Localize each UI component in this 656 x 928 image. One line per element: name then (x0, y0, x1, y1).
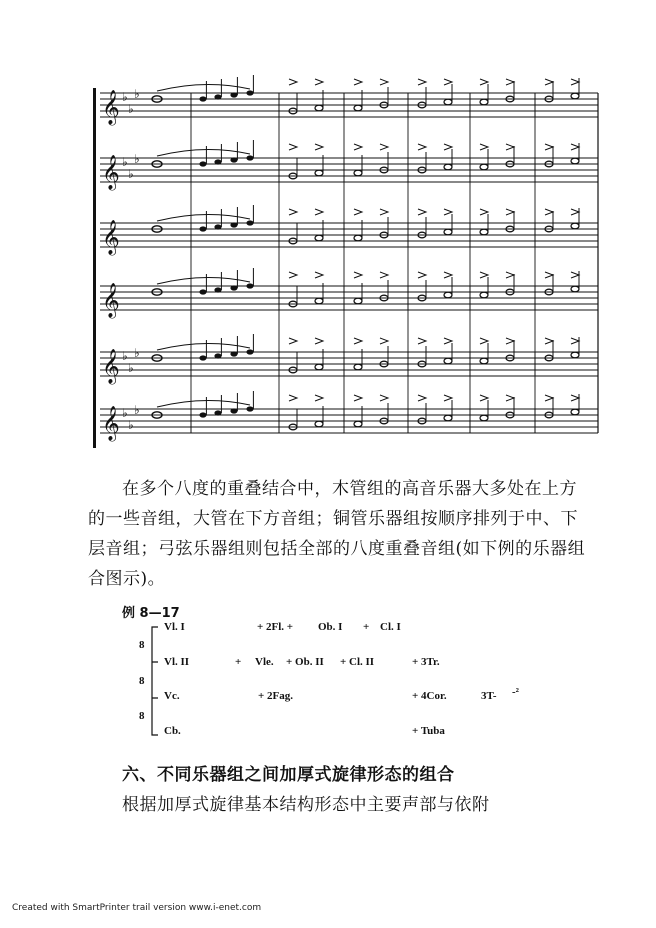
treble-clef-icon: 𝄞 (102, 406, 120, 441)
treble-clef-icon: 𝄞 (102, 155, 120, 190)
plus-sign: + (363, 621, 370, 633)
octave-mark-2: 8 (139, 675, 145, 687)
instr-ob1: Ob. I (318, 621, 343, 633)
flat-icon: ♭ (128, 167, 134, 181)
instr-3tr: + 3Tr. (412, 656, 440, 668)
octave-mark-1: 8 (139, 639, 145, 651)
flat-icon: ♭ (128, 102, 134, 116)
treble-clef-icon: 𝄞 (102, 283, 120, 318)
instr-2fag: + 2Fag. (258, 690, 293, 702)
flat-icon: ♭ (122, 90, 128, 104)
instr-cb: Cb. (164, 725, 181, 737)
instr-3t: 3T- (481, 690, 497, 702)
instr-fragment: -² (512, 686, 519, 698)
flat-icon: ♭ (122, 155, 128, 169)
flat-icon: ♭ (122, 349, 128, 363)
instr-vc: Vc. (164, 690, 180, 702)
section-heading: 六、不同乐器组之间加厚式旋律形态的组合 (122, 765, 455, 785)
flat-icon: ♭ (134, 87, 140, 101)
instr-vl1: Vl. I (164, 621, 185, 633)
octave-mark-3: 8 (139, 710, 145, 722)
flat-icon: ♭ (128, 361, 134, 375)
flat-icon: ♭ (134, 152, 140, 166)
treble-clef-icon: 𝄞 (102, 90, 120, 125)
instr-vle: Vle. (255, 656, 274, 668)
flat-icon: ♭ (134, 346, 140, 360)
plus-sign: + (235, 656, 242, 668)
flat-icon: ♭ (128, 418, 134, 432)
instr-4cor: + 4Cor. (412, 690, 447, 702)
body-paragraph: 在多个八度的重叠结合中，木管组的高音乐器大多处在上方的一些音组，大管在下方音组；铜管乐器组按顺序排列于中、下层音组；弓弦乐器组则包括全部的八度重叠音组(如下例的乐器组合图示)。 (88, 479, 586, 589)
flat-icon: ♭ (122, 406, 128, 420)
instr-2fl: + 2Fl. + (257, 621, 294, 633)
instr-tuba: + Tuba (412, 725, 445, 737)
example-label: 例 8—17 (122, 606, 180, 621)
body-paragraph-2: 根据加厚式旋律基本结构形态中主要声部与依附 (122, 795, 490, 815)
instr-cl2: + Cl. II (340, 656, 375, 668)
flat-icon: ♭ (134, 403, 140, 417)
instr-ob2: + Ob. II (286, 656, 324, 668)
instr-vl2: Vl. II (164, 656, 190, 668)
watermark-footer: Created with SmartPrinter trail version www.i-enet.com (12, 903, 262, 913)
instr-cl1: Cl. I (380, 621, 401, 633)
treble-clef-icon: 𝄞 (102, 220, 120, 255)
treble-clef-icon: 𝄞 (102, 349, 120, 384)
